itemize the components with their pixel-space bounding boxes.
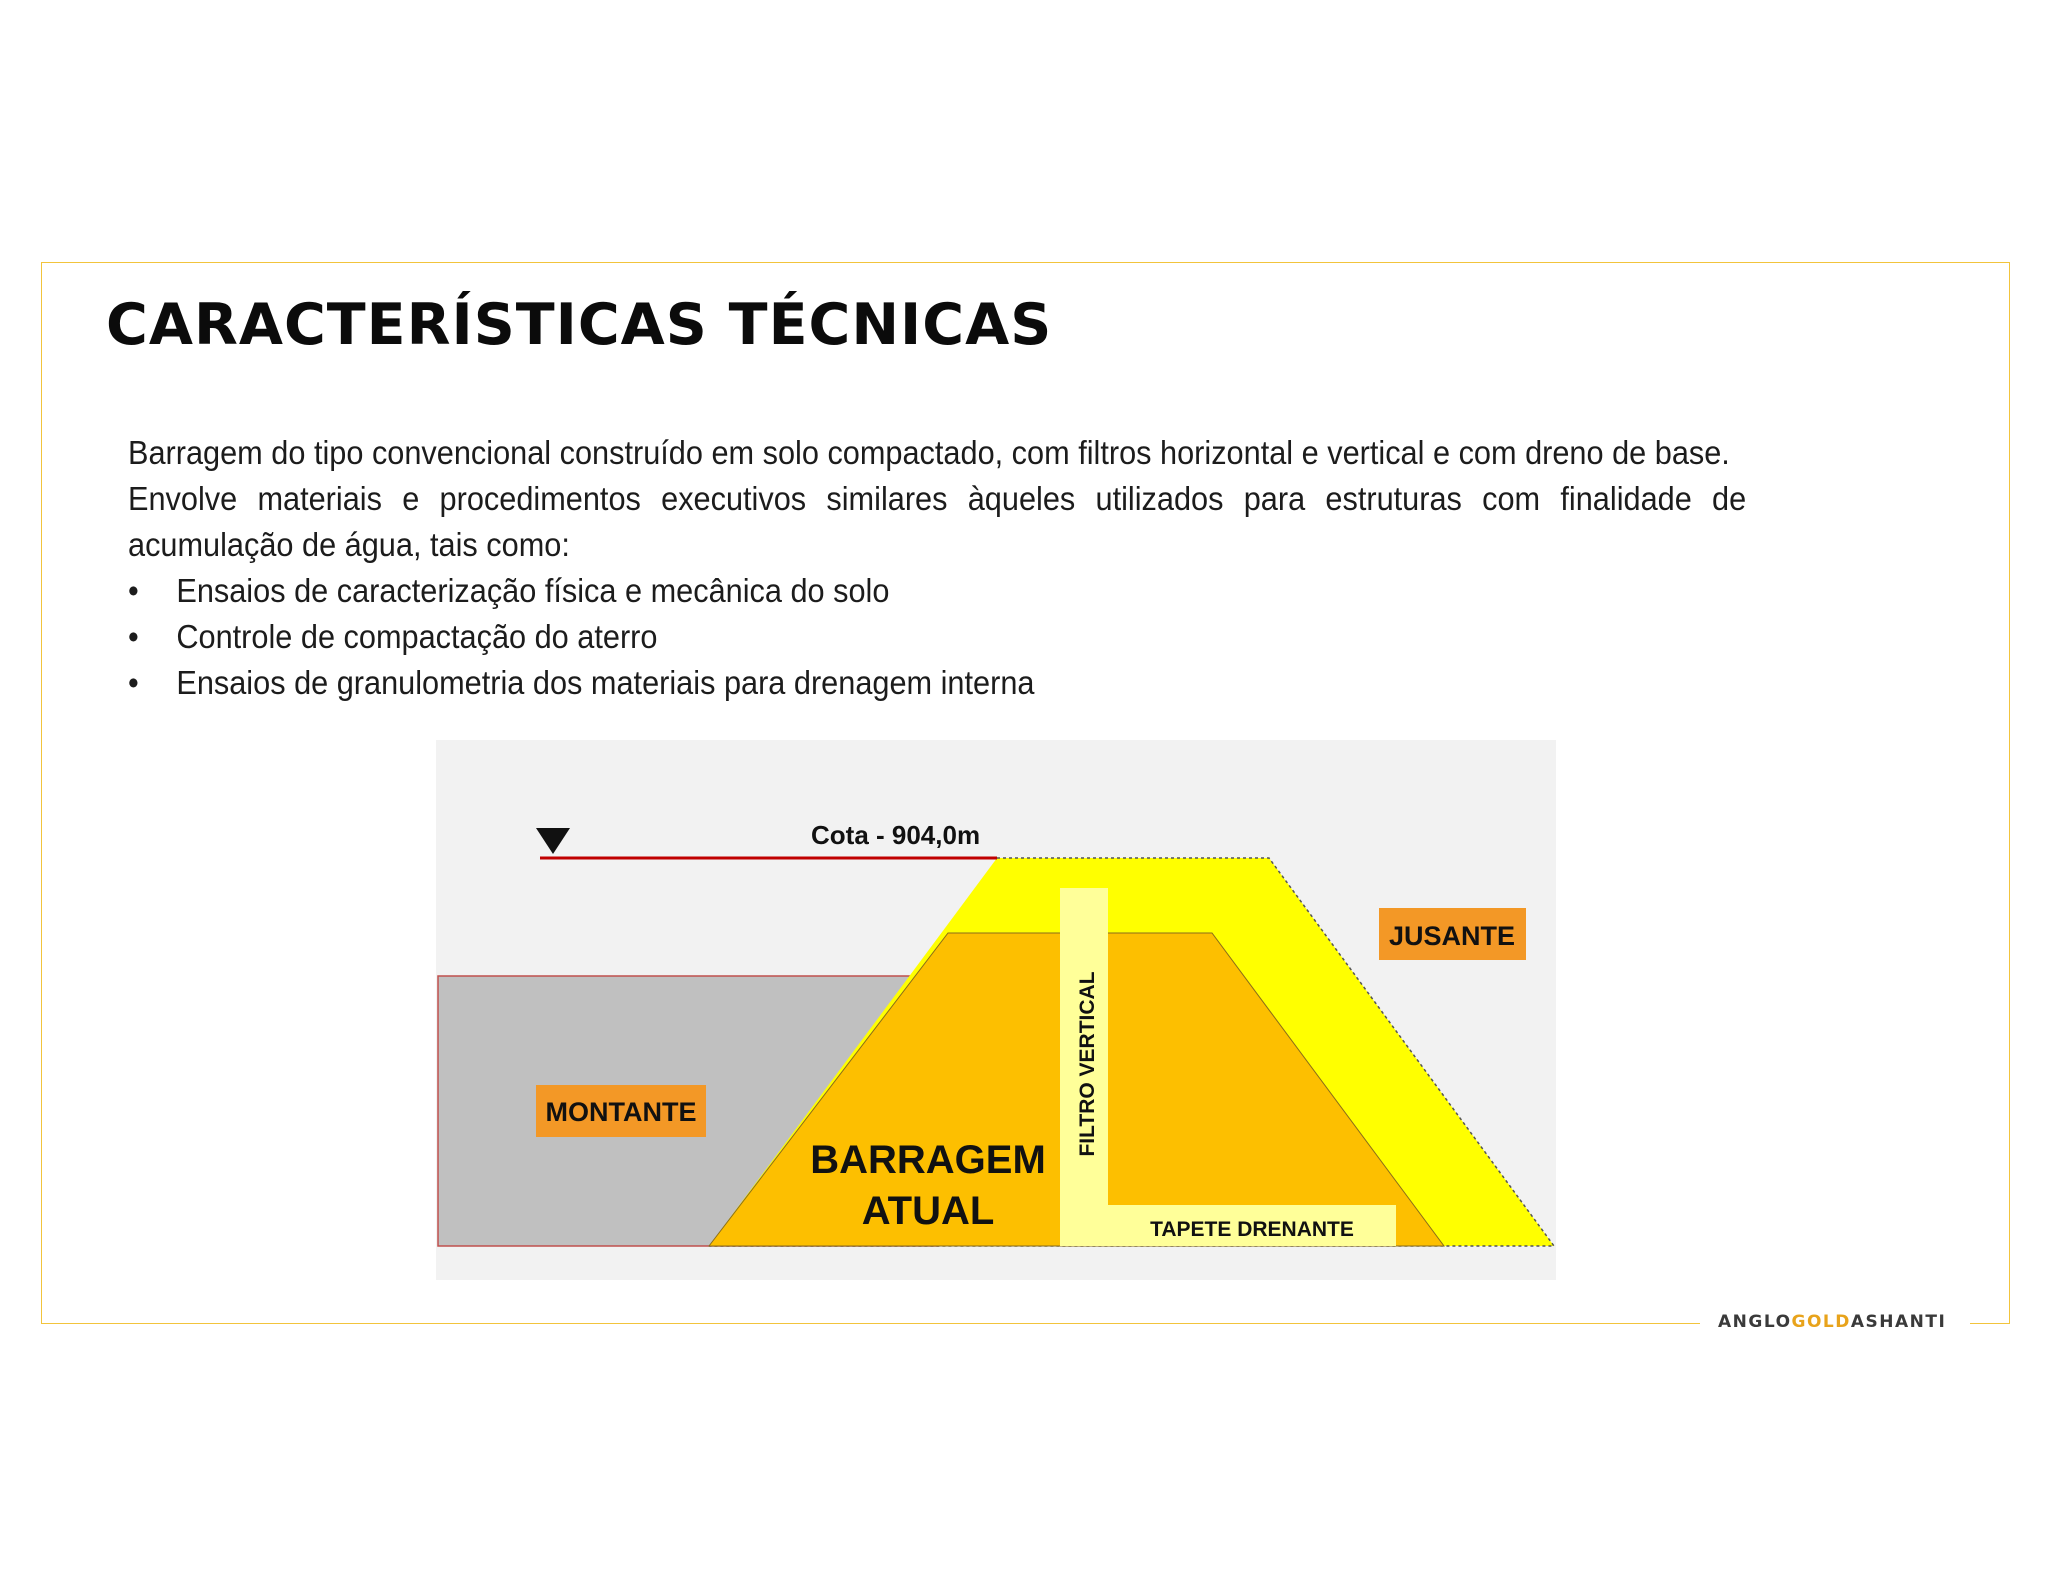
bullet-icon: • [128,618,139,655]
list-item-text: Controle de compactação do aterro [176,618,658,655]
water-level-label: Cota - 904,0m [811,820,981,850]
intro-line-2: Envolve materiais e procedimentos executivos similares àqueles utilizados para estruturas com finalidade de acumulação de água, tais como: [128,480,1747,563]
logo-part-ashanti: ASHANTI [1850,1312,1947,1332]
upstream-label: MONTANTE [545,1097,697,1127]
bullet-icon: • [128,664,139,701]
body-text [128,430,1746,706]
logo-part-gold: GOLD [1791,1312,1851,1332]
logo-part-anglo: ANGLO [1718,1312,1792,1332]
list-item [128,568,1746,614]
vertical-filter-label: FILTRO VERTICAL [1076,971,1099,1157]
intro-line-1: Barragem do tipo convencional construído em solo compactado, com filtros horizontal e vertical e com dreno de base. [128,434,1730,471]
dam-label-line-2: ATUAL [861,1189,995,1233]
dam-cross-section-diagram [436,740,1556,1280]
bullet-list [128,568,1746,706]
downstream-label: JUSANTE [1388,921,1516,951]
list-item-text: Ensaios de granulometria dos materiais para drenagem interna [176,664,1035,701]
bullet-icon: • [128,572,139,609]
list-item [128,660,1746,706]
list-item-text: Ensaios de caracterização física e mecânica do solo [176,572,890,609]
dam-label-line-1: BARRAGEM [810,1138,1046,1182]
anglogoldashanti-logo [1718,1312,1946,1332]
drain-blanket-label: TAPETE DRENANTE [1150,1218,1354,1241]
list-item [128,614,1746,660]
slide-title: CARACTERÍSTICAS TÉCNICAS [106,292,1053,358]
